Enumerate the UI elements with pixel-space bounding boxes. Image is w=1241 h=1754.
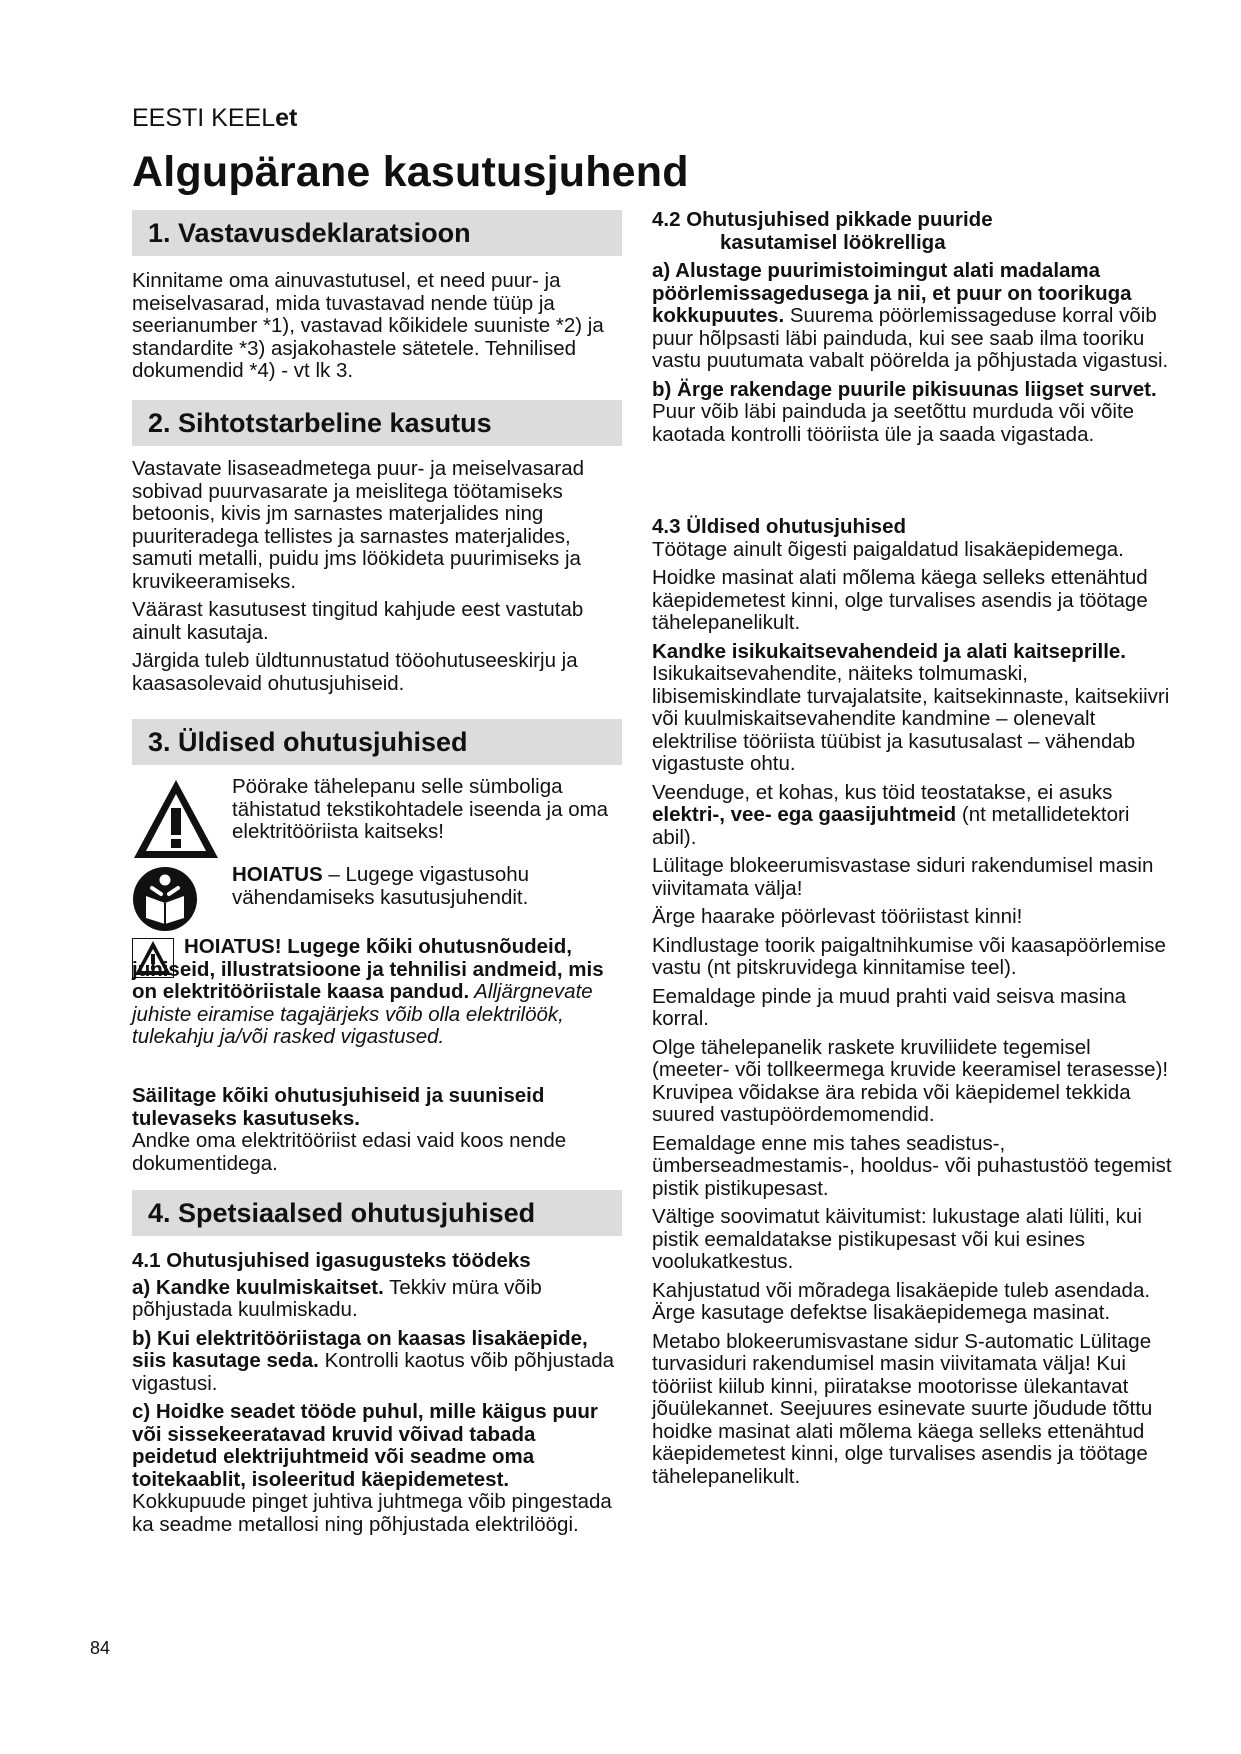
section-1-heading: 1. Vastavusdeklaratsioon xyxy=(132,210,622,256)
section-4-3: 4.3 Üldised ohutusjuhised Töötage ainult õigesti paigaldatud lisakäepidemega. Hoidke masinat alati mõlema käega selleks ettenähtud käepidemetest kinni, olge turvalises asendis ja töötage tähelepanelikult. Kandke isikukaitsevahendeid ja alati kaitseprille. Isikukaitsevahendite, näiteks tolmumaski, libisemiskindlate turvajalatsite, kaitsekinnaste, kaitsekiivri või kuulmiskaitsevahendite kandmine – olenevalt elektrilise tööriista tüübist ja kasutusalast – vähendab vigastuste ohtu. Veenduge, et kohas, kus töid teostatakse, ei asuks elektri-, vee- ega gaasijuhtmeid (nt metallidetektori abil). Lülitage blokeerumisvastase siduri rakendumisel masin viivitamata välja! Ärge haarake pöörlevast tööriistast kinni! Kindlustage toorik paigaltnihkumise või kaasapöörlemise vastu (nt pitskruvidega kinnitamise teel). Eemaldage pinde ja muud prahti vaid seisva masina korral. Olge tähelepanelik raskete kruviliidete tegemisel (meeter- või tollkeermega kruvide keeramisel terasesse)! Kruvipea võidakse ära rebida või käepidemel tekkida suured vastupöördemomendid. Eemaldage enne mis tahes seadistus-, ümberseadmestamis-, hooldus- või puhastustöö tegemist pistik pistikupesast. Vältige soovimatut käivitumist: lukustage alati lüliti, kui pistik eemaldatakse pistikupesast või kui esines voolukatkestus. Kahjustatud või mõradega lisakäepide tuleb asendada. Ärge kasutage defektse lisakäepidemega masinat. Metabo blokeerumisvastane sidur S-automatic Lülitage turvasiduri rakendumisel masin viivitamata välja! Kui tööriist kiilub kinni, piiratakse mootorisse ülekantavat jõuülekannet. Seejuures esinevate suurte jõudude tõttu hoidke masinat alati mõlema käega selleks ettenähtud käepidemetest kinni, olge turvalises asendis ja töötage tähelepanelikult. xyxy=(652,515,1172,1488)
language-code: et xyxy=(275,104,298,132)
symbol-note: Pöörake tähelepanu selle sümboliga tähistatud tekstikohtadele iseenda ja oma elektritööriista kaitseks! xyxy=(232,775,609,843)
keep-instructions: Säilitage kõiki ohutusjuhiseid ja suuniseid tulevaseks kasutuseks. Andke oma elektritööriist edasi vaid koos nende dokumentidega. xyxy=(132,1084,567,1175)
section-4-heading: 4. Spetsiaalsed ohutusjuhised xyxy=(132,1190,622,1236)
page-number: 84 xyxy=(90,1638,111,1658)
section-3-heading: 3. Üldised ohutusjuhised xyxy=(132,719,622,765)
section-1-text: Kinnitame oma ainuvastutusel, et need puur- ja meiselvasarad, mida tuvastavad nende tüüp ja seerianumber *1), vastavad kõikidele suuniste *2) ja standardite *3) asjakohastele sätetele. Tehnilised dokumendid *4) - vt lk 3. xyxy=(132,269,604,382)
language-label: EESTI KEELet xyxy=(132,104,298,132)
warning-triangle-icon xyxy=(132,778,220,860)
section-2-text: Vastavate lisaseadmetega puur- ja meiselvasarad sobivad puurvasarate ja meislitega töötamiseks betoonis, kivis jm sarnastes materjalides ning puuriteradega tellistes ja sarnastes materjalides, samuti metalli, puidu jms löökideta puurimiseks ja kruvikeeramiseks. Väärast kasutusest tingitud kahjude eest vastutab ainult kasutaja. Järgida tuleb üldtunnustatud tööohutuseeskirju ja kaasasolevaid ohutusjuhiseid. xyxy=(132,457,585,695)
general-warning: HOIATUS! Lugege kõiki ohutusnõudeid, juhiseid, illustratsioone ja tehnilisi andmeid, mis on elektritööriistale kaasa pandud. Alljärgnevate juhiste eiramise tagajärjeks võib olla elektrilöök, tulekahju ja/või rasked vigastused. xyxy=(132,935,604,1048)
read-manual-icon xyxy=(132,866,198,932)
section-4-2: 4.2 Ohutusjuhised pikkade puuride kasutamisel löökrelliga a) Alustage puurimistoimingut alati madalama pöörlemissagedusega ja nii, et puur on toorikuga kokkupuutes. Suurema pöörlemissageduse korral võib puur hõlpsasti läbi painduda, kui see saab ilma tooriku vastu puutumata vabalt pöörelda ja põhjustada vigastusi. b) Ärge rakendage puurile pikisuunas liigset survet. Puur võib läbi painduda ja seetõttu murduda või võite kaotada kontrolli tööriista üle ja saada vigastada. xyxy=(652,208,1169,446)
section-2-heading: 2. Sihtotstarbeline kasutus xyxy=(132,400,622,446)
section-4-1: 4.1 Ohutusjuhised igasugusteks töödeks a) Kandke kuulmiskaitset. Tekkiv müra võib põhjustada kuulmiskadu. b) Kui elektritööriistaga on kaasas lisakäepide, siis kasutage seda. Kontrolli kaotus võib põhjustada vigastusi. c) Hoidke seadet tööde puhul, mille käigus puur või sissekeeratavad kruvid võivad tabada peidetud elektrijuhtmeid või seadme oma toitekaablit, isoleeritud käepidemetest. Kokkupuude pinget juhtiva juhtmega võib pingestada ka seadme metallosi ning põhjustada elektrilöögi. xyxy=(132,1249,615,1536)
hoiatus-note: HOIATUS – Lugege vigastusohu vähendamiseks kasutusjuhendit. xyxy=(232,863,530,909)
document-title: Algupärane kasutusjuhend xyxy=(132,148,689,196)
